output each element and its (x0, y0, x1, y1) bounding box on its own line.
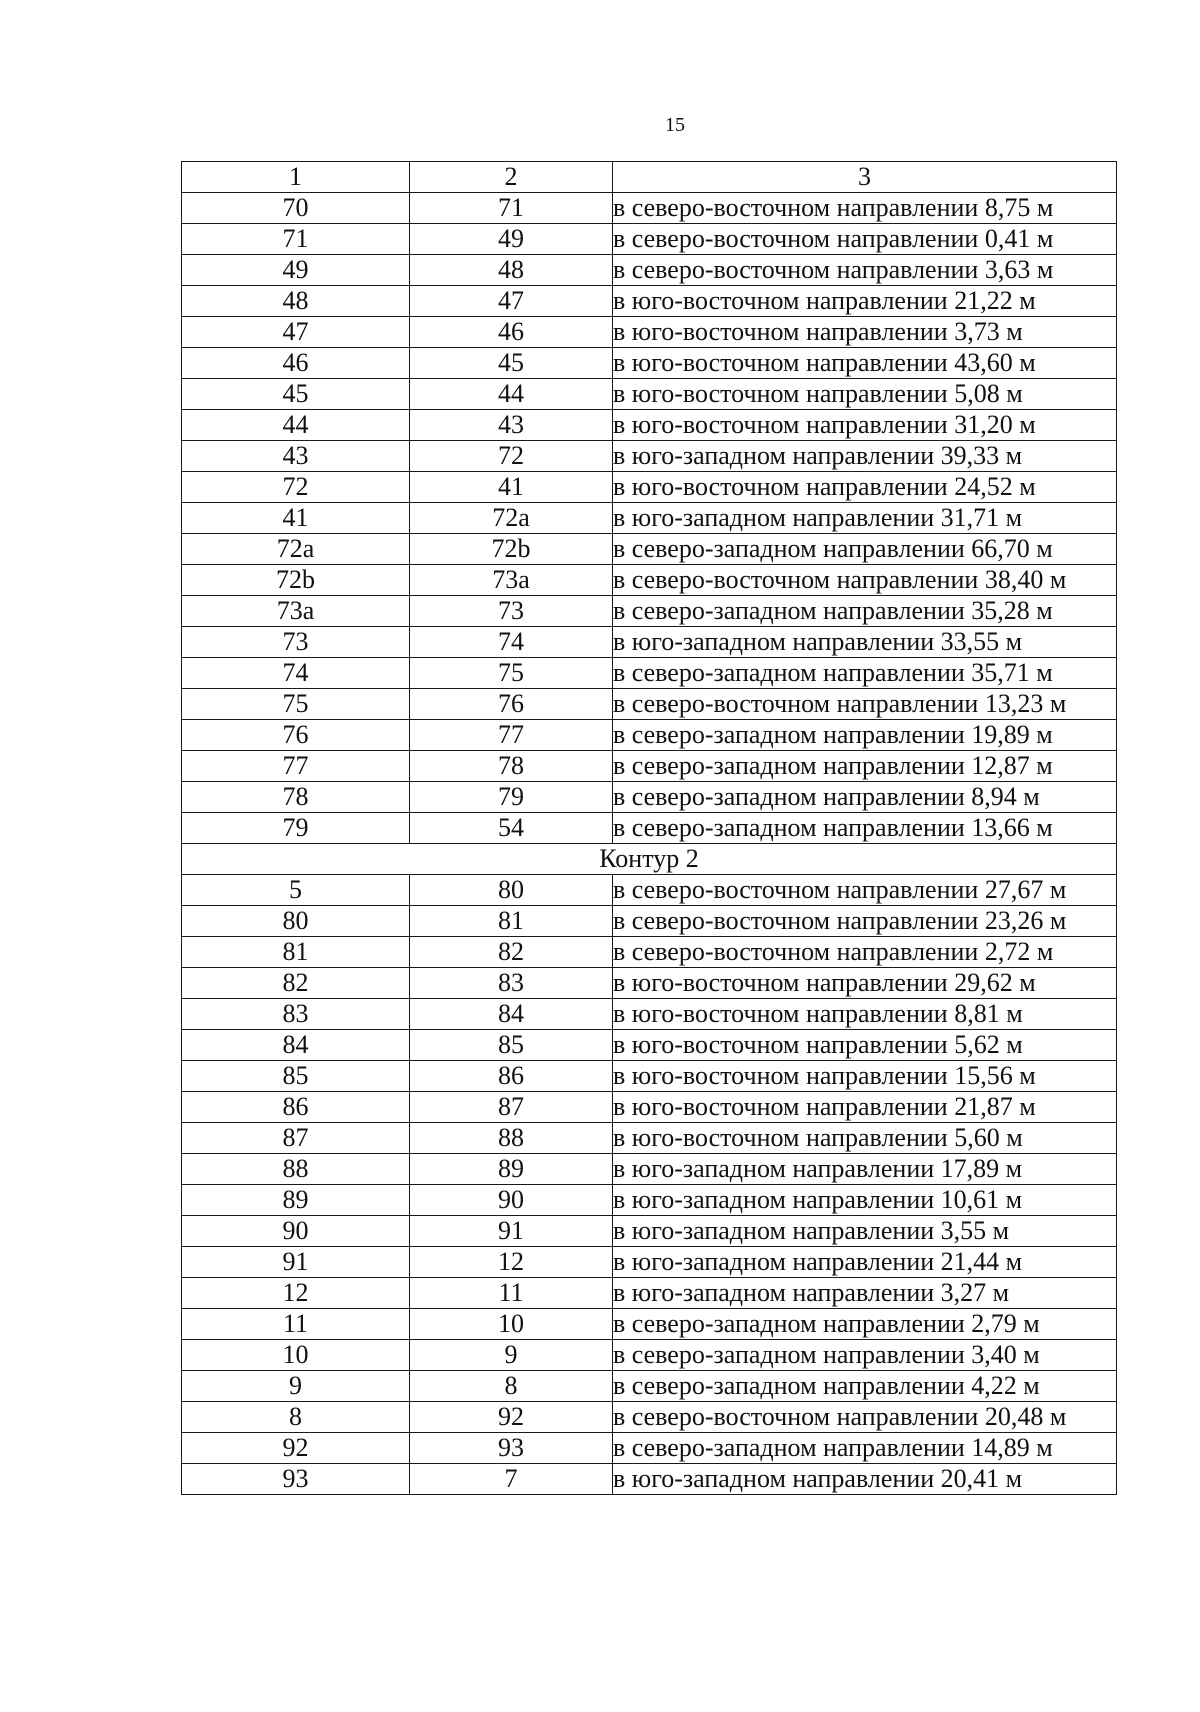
from-point-cell: 5 (182, 875, 410, 906)
to-point-cell: 79 (410, 782, 613, 813)
table-header-row (182, 162, 1117, 193)
to-point-cell: 12 (410, 1247, 613, 1278)
to-point-cell: 86 (410, 1061, 613, 1092)
to-point-cell: 88 (410, 1123, 613, 1154)
to-point-cell: 76 (410, 689, 613, 720)
table-row (182, 751, 1117, 782)
from-point-cell: 91 (182, 1247, 410, 1278)
direction-distance-cell: в юго-западном направлении 3,55 м (613, 1216, 1117, 1247)
to-point-cell: 80 (410, 875, 613, 906)
to-point-cell: 89 (410, 1154, 613, 1185)
from-point-cell: 85 (182, 1061, 410, 1092)
from-point-cell: 9 (182, 1371, 410, 1402)
to-point-cell: 43 (410, 410, 613, 441)
from-point-cell: 87 (182, 1123, 410, 1154)
table-row (182, 255, 1117, 286)
table-row (182, 906, 1117, 937)
direction-distance-cell: в северо-восточном направлении 0,41 м (613, 224, 1117, 255)
from-point-cell: 47 (182, 317, 410, 348)
boundary-table (181, 161, 1117, 1495)
from-point-cell: 44 (182, 410, 410, 441)
table-row (182, 534, 1117, 565)
direction-distance-cell: в юго-восточном направлении 29,62 м (613, 968, 1117, 999)
table-row (182, 813, 1117, 844)
from-point-cell: 72b (182, 565, 410, 596)
to-point-cell: 92 (410, 1402, 613, 1433)
table-row (182, 286, 1117, 317)
to-point-cell: 72 (410, 441, 613, 472)
table-row (182, 193, 1117, 224)
table-row (182, 999, 1117, 1030)
to-point-cell: 45 (410, 348, 613, 379)
table-row (182, 348, 1117, 379)
table-row (182, 441, 1117, 472)
to-point-cell: 77 (410, 720, 613, 751)
table-row (182, 1464, 1117, 1495)
to-point-cell: 84 (410, 999, 613, 1030)
from-point-cell: 73a (182, 596, 410, 627)
to-point-cell: 85 (410, 1030, 613, 1061)
direction-distance-cell: в северо-западном направлении 2,79 м (613, 1309, 1117, 1340)
to-point-cell: 78 (410, 751, 613, 782)
from-point-cell: 84 (182, 1030, 410, 1061)
table-row (182, 1433, 1117, 1464)
from-point-cell: 72a (182, 534, 410, 565)
table-row (182, 782, 1117, 813)
direction-distance-cell: в северо-западном направлении 4,22 м (613, 1371, 1117, 1402)
table-row (182, 658, 1117, 689)
table-row (182, 1185, 1117, 1216)
direction-distance-cell: в северо-восточном направлении 38,40 м (613, 565, 1117, 596)
to-point-cell: 7 (410, 1464, 613, 1495)
table-row (182, 720, 1117, 751)
from-point-cell: 76 (182, 720, 410, 751)
from-point-cell: 83 (182, 999, 410, 1030)
from-point-cell: 41 (182, 503, 410, 534)
direction-distance-cell: в юго-восточном направлении 5,60 м (613, 1123, 1117, 1154)
direction-distance-cell: в юго-восточном направлении 15,56 м (613, 1061, 1117, 1092)
from-point-cell: 72 (182, 472, 410, 503)
table-row (182, 1092, 1117, 1123)
from-point-cell: 46 (182, 348, 410, 379)
to-point-cell: 74 (410, 627, 613, 658)
direction-distance-cell: в северо-западном направлении 14,89 м (613, 1433, 1117, 1464)
direction-distance-cell: в юго-восточном направлении 31,20 м (613, 410, 1117, 441)
to-point-cell: 47 (410, 286, 613, 317)
to-point-cell: 11 (410, 1278, 613, 1309)
from-point-cell: 70 (182, 193, 410, 224)
direction-distance-cell: в юго-восточном направлении 21,22 м (613, 286, 1117, 317)
from-point-cell: 73 (182, 627, 410, 658)
table-row (182, 1371, 1117, 1402)
direction-distance-cell: в юго-западном направлении 3,27 м (613, 1278, 1117, 1309)
direction-distance-cell: в северо-западном направлении 3,40 м (613, 1340, 1117, 1371)
table-row (182, 472, 1117, 503)
from-point-cell: 43 (182, 441, 410, 472)
table-row (182, 1340, 1117, 1371)
table-body (182, 162, 1117, 1495)
direction-distance-cell: в юго-восточном направлении 43,60 м (613, 348, 1117, 379)
direction-distance-cell: в северо-восточном направлении 23,26 м (613, 906, 1117, 937)
to-point-cell: 82 (410, 937, 613, 968)
from-point-cell: 74 (182, 658, 410, 689)
from-point-cell: 88 (182, 1154, 410, 1185)
table-row (182, 503, 1117, 534)
table-row (182, 968, 1117, 999)
direction-distance-cell: в северо-западном направлении 13,66 м (613, 813, 1117, 844)
table-row (182, 1247, 1117, 1278)
direction-distance-cell: в юго-западном направлении 39,33 м (613, 441, 1117, 472)
to-point-cell: 83 (410, 968, 613, 999)
from-point-cell: 92 (182, 1433, 410, 1464)
from-point-cell: 71 (182, 224, 410, 255)
to-point-cell: 46 (410, 317, 613, 348)
table-row (182, 1216, 1117, 1247)
to-point-cell: 44 (410, 379, 613, 410)
from-point-cell: 86 (182, 1092, 410, 1123)
to-point-cell: 90 (410, 1185, 613, 1216)
table-row (182, 689, 1117, 720)
table-row (182, 224, 1117, 255)
direction-distance-cell: в юго-восточном направлении 21,87 м (613, 1092, 1117, 1123)
direction-distance-cell: в северо-западном направлении 12,87 м (613, 751, 1117, 782)
from-point-cell: 80 (182, 906, 410, 937)
table-row (182, 1402, 1117, 1433)
from-point-cell: 82 (182, 968, 410, 999)
to-point-cell: 87 (410, 1092, 613, 1123)
table-row (182, 627, 1117, 658)
from-point-cell: 8 (182, 1402, 410, 1433)
from-point-cell: 90 (182, 1216, 410, 1247)
direction-distance-cell: в юго-западном направлении 21,44 м (613, 1247, 1117, 1278)
direction-distance-cell: в юго-западном направлении 20,41 м (613, 1464, 1117, 1495)
to-point-cell: 72a (410, 503, 613, 534)
from-point-cell: 78 (182, 782, 410, 813)
to-point-cell: 41 (410, 472, 613, 503)
direction-distance-cell: в северо-западном направлении 66,70 м (613, 534, 1117, 565)
direction-distance-cell: в юго-западном направлении 33,55 м (613, 627, 1117, 658)
direction-distance-cell: в северо-восточном направлении 27,67 м (613, 875, 1117, 906)
from-point-cell: 49 (182, 255, 410, 286)
table-row (182, 1154, 1117, 1185)
direction-distance-cell: в северо-западном направлении 8,94 м (613, 782, 1117, 813)
direction-distance-cell: в юго-западном направлении 17,89 м (613, 1154, 1117, 1185)
from-point-cell: 10 (182, 1340, 410, 1371)
to-point-cell: 93 (410, 1433, 613, 1464)
table-row (182, 317, 1117, 348)
to-point-cell: 75 (410, 658, 613, 689)
direction-distance-cell: в северо-западном направлении 35,28 м (613, 596, 1117, 627)
to-point-cell: 54 (410, 813, 613, 844)
column-header-2: 2 (410, 162, 613, 193)
table-row (182, 565, 1117, 596)
to-point-cell: 49 (410, 224, 613, 255)
to-point-cell: 71 (410, 193, 613, 224)
column-header-1: 1 (182, 162, 410, 193)
to-point-cell: 91 (410, 1216, 613, 1247)
section-row (182, 844, 1117, 875)
direction-distance-cell: в юго-западном направлении 10,61 м (613, 1185, 1117, 1216)
to-point-cell: 81 (410, 906, 613, 937)
direction-distance-cell: в юго-восточном направлении 5,62 м (613, 1030, 1117, 1061)
to-point-cell: 48 (410, 255, 613, 286)
to-point-cell: 8 (410, 1371, 613, 1402)
from-point-cell: 93 (182, 1464, 410, 1495)
direction-distance-cell: в северо-западном направлении 19,89 м (613, 720, 1117, 751)
table-row (182, 1309, 1117, 1340)
table-row (182, 1278, 1117, 1309)
direction-distance-cell: в северо-восточном направлении 20,48 м (613, 1402, 1117, 1433)
to-point-cell: 72b (410, 534, 613, 565)
to-point-cell: 9 (410, 1340, 613, 1371)
direction-distance-cell: в северо-восточном направлении 2,72 м (613, 937, 1117, 968)
table-row (182, 1123, 1117, 1154)
table-row (182, 1061, 1117, 1092)
table-row (182, 379, 1117, 410)
from-point-cell: 77 (182, 751, 410, 782)
direction-distance-cell: в юго-восточном направлении 24,52 м (613, 472, 1117, 503)
table-row (182, 410, 1117, 441)
from-point-cell: 12 (182, 1278, 410, 1309)
direction-distance-cell: в северо-западном направлении 35,71 м (613, 658, 1117, 689)
from-point-cell: 11 (182, 1309, 410, 1340)
from-point-cell: 48 (182, 286, 410, 317)
direction-distance-cell: в северо-восточном направлении 8,75 м (613, 193, 1117, 224)
section-title: Контур 2 (182, 844, 1117, 875)
direction-distance-cell: в северо-восточном направлении 13,23 м (613, 689, 1117, 720)
direction-distance-cell: в юго-восточном направлении 8,81 м (613, 999, 1117, 1030)
from-point-cell: 79 (182, 813, 410, 844)
table-row (182, 596, 1117, 627)
from-point-cell: 45 (182, 379, 410, 410)
table-row (182, 937, 1117, 968)
direction-distance-cell: в юго-восточном направлении 5,08 м (613, 379, 1117, 410)
column-header-3: 3 (613, 162, 1117, 193)
to-point-cell: 73a (410, 565, 613, 596)
from-point-cell: 89 (182, 1185, 410, 1216)
direction-distance-cell: в юго-восточном направлении 3,73 м (613, 317, 1117, 348)
to-point-cell: 10 (410, 1309, 613, 1340)
from-point-cell: 75 (182, 689, 410, 720)
direction-distance-cell: в юго-западном направлении 31,71 м (613, 503, 1117, 534)
page-number: 15 (665, 114, 685, 136)
table-row (182, 1030, 1117, 1061)
table-row (182, 875, 1117, 906)
to-point-cell: 73 (410, 596, 613, 627)
direction-distance-cell: в северо-восточном направлении 3,63 м (613, 255, 1117, 286)
from-point-cell: 81 (182, 937, 410, 968)
